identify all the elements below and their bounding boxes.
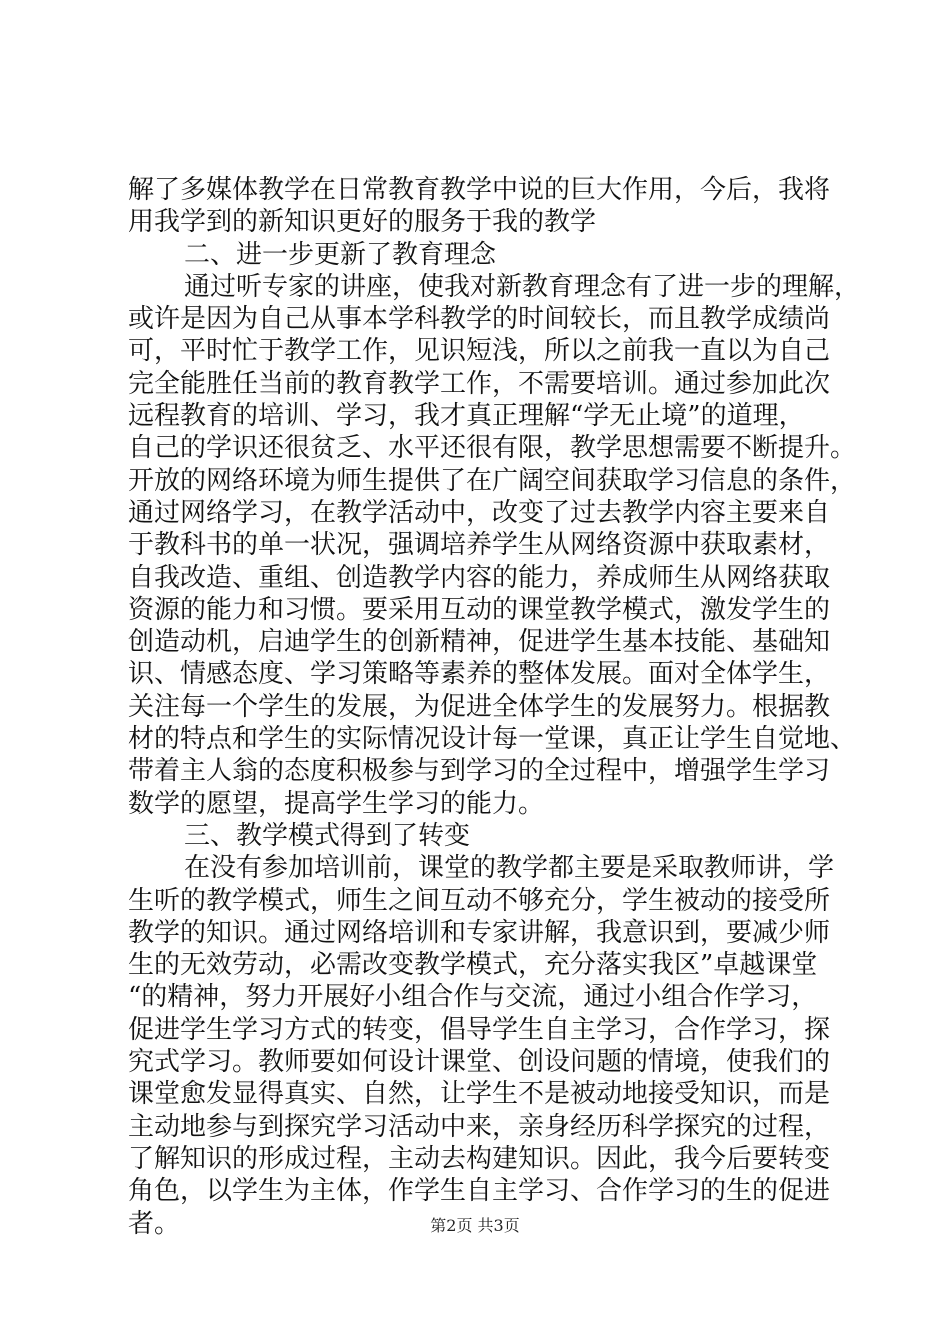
text-line: 于教科书的单一状况，强调培养学生从网络资源中获取素材， [128,530,831,561]
section-heading: 三、教学模式得到了转变 [184,820,471,851]
text-line: 在没有参加培训前，课堂的教学都主要是采取教师讲，学 [184,853,835,884]
text-line: 生听的教学模式，师生之间互动不够充分，学生被动的接受所 [128,885,831,916]
text-line: 自己的学识还很贫乏、水平还很有限，教学思想需要不断提升。 [128,433,857,464]
text-line: 资源的能力和习惯。要采用互动的课堂教学模式，激发学生的 [128,594,831,625]
text-line: 通过网络学习，在教学活动中，改变了过去教学内容主要来自 [128,497,831,528]
text-line: 关注每一个学生的发展，为促进全体学生的发展努力。根据教 [128,691,831,722]
text-line: “的精神，努力开展好小组合作与交流，通过小组合作学习， [128,982,818,1013]
section-heading: 二、进一步更新了教育理念 [184,239,497,270]
text-line: 促进学生学习方式的转变，倡导学生自主学习，合作学习，探 [128,1014,831,1045]
text-line: 用我学到的新知识更好的服务于我的教学 [128,207,597,238]
text-line: 开放的网络环境为师生提供了在广阔空间获取学习信息的条件， [128,465,857,496]
document-body [128,174,861,1240]
text-line: 主动地参与到探究学习活动中来，亲身经历科学探究的过程， [128,1111,831,1142]
text-line: 完全能胜任当前的教育教学工作，不需要培训。通过参加此次 [128,368,831,399]
text-line: 识、情感态度、学习策略等素养的整体发展。面对全体学生， [128,659,831,690]
text-line: 带着主人翁的态度积极参与到学习的全过程中，增强学生学习 [128,756,831,787]
text-line: 课堂愈发显得真实、自然，让学生不是被动地接受知识，而是 [128,1079,831,1110]
text-line: 创造动机，启迪学生的创新精神，促进学生基本技能、基础知 [128,627,831,658]
page-footer: 第2页 共3页 [430,1216,520,1235]
text-line: 者。 [128,1208,181,1239]
text-line: 解了多媒体教学在日常教育教学中说的巨大作用，今后，我将 [128,175,831,205]
text-line: 角色，以学生为主体，作学生自主学习、合作学习的生的促进 [128,1176,831,1207]
text-line: 自我改造、重组、创造教学内容的能力，养成师生从网络获取 [128,562,831,593]
text-line: 远程教育的培训、学习，我才真正理解“学无止境”的道理， [128,401,805,432]
text-line: 数学的愿望，提高学生学习的能力。 [128,788,545,819]
text-line: 教学的知识。通过网络培训和专家讲解，我意识到，要减少师 [128,917,831,948]
text-line: 或许是因为自己从事本学科教学的时间较长，而且教学成绩尚 [128,304,831,335]
text-line: 通过听专家的讲座，使我对新教育理念有了进一步的理解， [184,271,861,302]
text-line: 生的无效劳动，必需改变教学模式，充分落实我区”卓越课堂 [128,950,818,981]
text-line: 究式学习。教师要如何设计课堂、创设问题的情境，使我们的 [128,1047,831,1078]
text-line: 材的特点和学生的实际情况设计每一堂课，真正让学生自觉地、 [128,724,857,755]
text-line: 了解知识的形成过程，主动去构建知识。因此，我今后要转变 [128,1143,831,1174]
text-line: 可，平时忙于教学工作，见识短浅，所以之前我一直以为自己 [128,336,831,367]
